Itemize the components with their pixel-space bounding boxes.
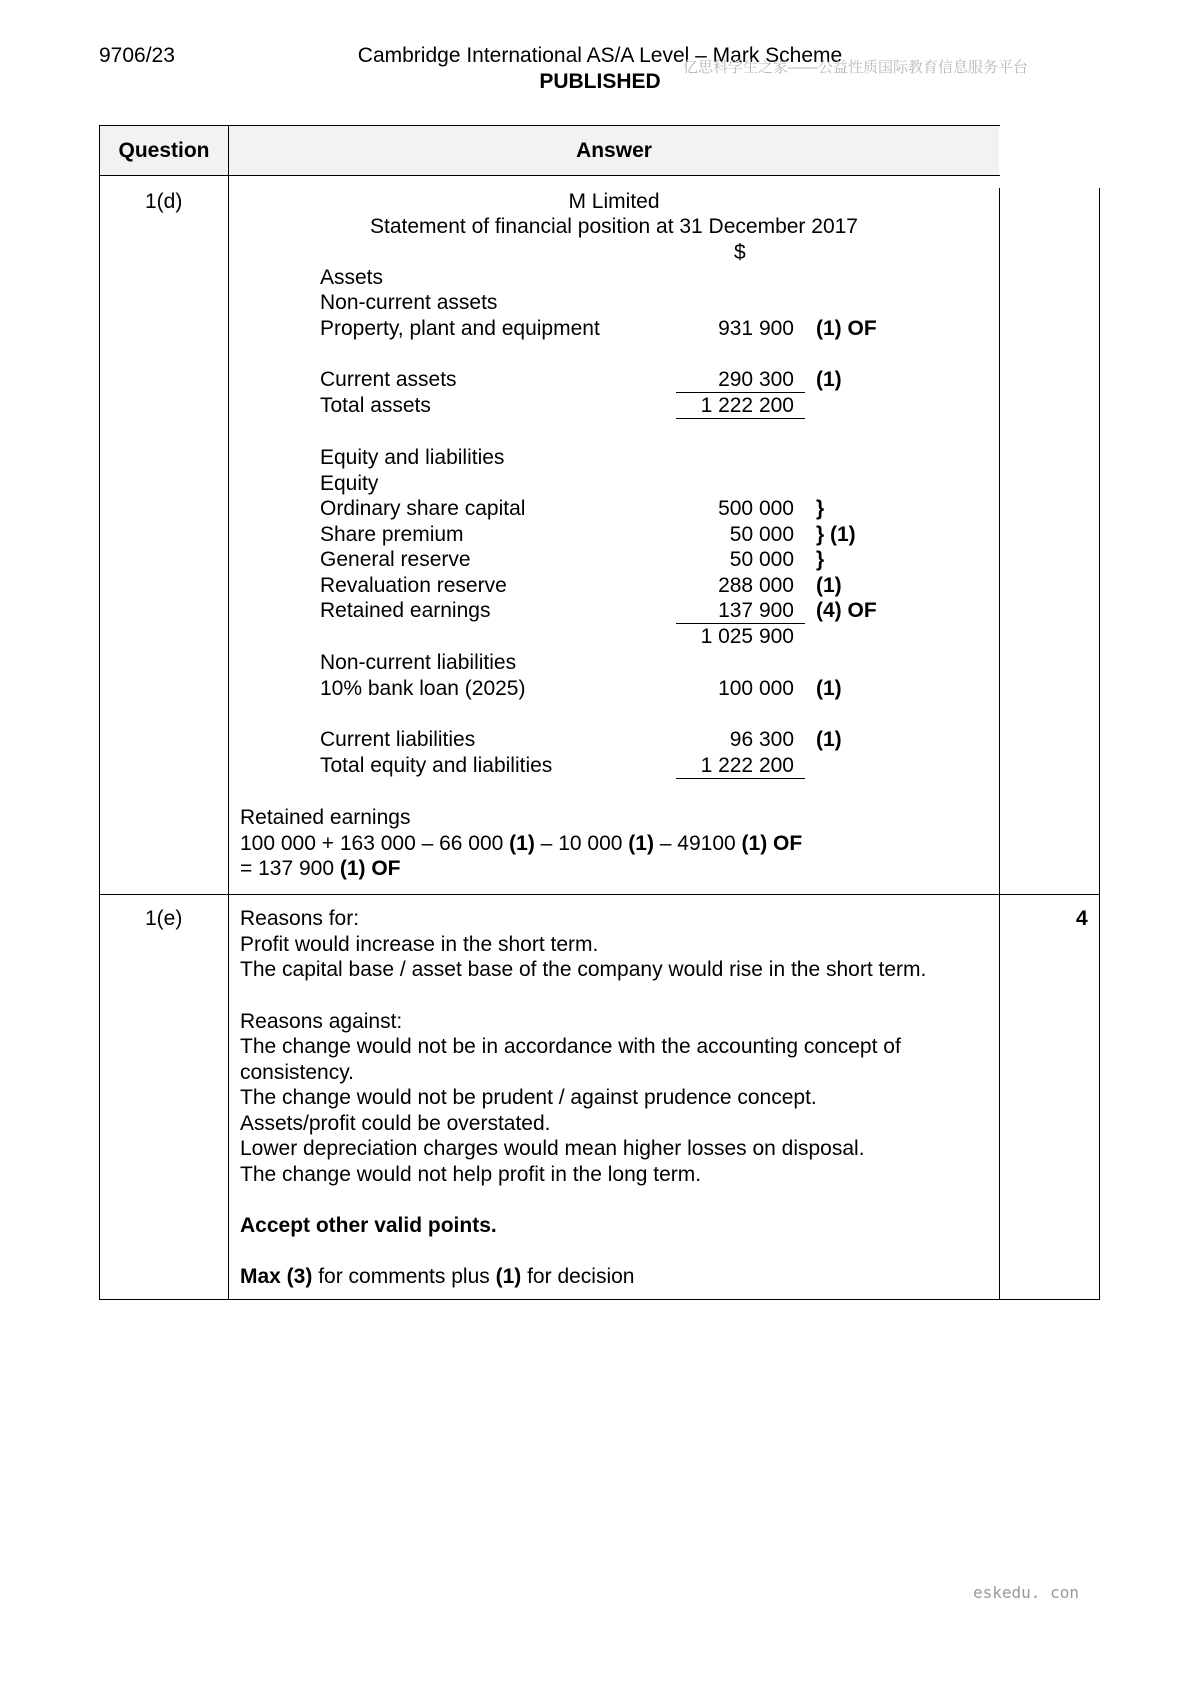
header-watermark: 亿思科学生之家——公益性质国际教育信息服务平台 bbox=[683, 59, 1029, 76]
accept-other-points: Accept other valid points. bbox=[240, 1214, 497, 1237]
underline bbox=[676, 392, 805, 393]
footer-watermark: eskedu. con bbox=[973, 1583, 1079, 1602]
answer-column-header: Answer bbox=[229, 126, 999, 175]
table-border bbox=[228, 125, 229, 1300]
reason-against-item-cont: consistency. bbox=[240, 1061, 354, 1084]
general-reserve-mark: } bbox=[816, 548, 825, 571]
table-border bbox=[99, 125, 100, 1300]
question-column-header: Question bbox=[100, 126, 228, 175]
current-assets-value: 290 300 bbox=[718, 368, 794, 391]
revaluation-reserve-value: 288 000 bbox=[718, 574, 794, 597]
max-mark: (1) bbox=[495, 1265, 522, 1288]
calc-part: – 49100 bbox=[653, 832, 742, 855]
current-assets-mark: (1) bbox=[816, 368, 842, 391]
osc-label: Ordinary share capital bbox=[320, 497, 526, 520]
underline bbox=[676, 623, 805, 624]
osc-mark: } bbox=[816, 497, 825, 520]
reason-against-item: The change would not be in accordance with the accounting concept of bbox=[240, 1035, 901, 1058]
share-premium-mark: } (1) bbox=[816, 523, 856, 546]
ppe-label: Property, plant and equipment bbox=[320, 317, 600, 340]
max-mark: Max (3) bbox=[240, 1265, 313, 1288]
underline bbox=[676, 778, 805, 779]
equity-total-value: 1 025 900 bbox=[700, 625, 794, 648]
question-number: 1(e) bbox=[145, 907, 183, 930]
underline bbox=[676, 418, 805, 419]
table-border bbox=[99, 1299, 1100, 1300]
general-reserve-label: General reserve bbox=[320, 548, 471, 571]
calc-part: 100 000 + 163 000 – 66 000 bbox=[240, 832, 510, 855]
calc-part: – 10 000 bbox=[534, 832, 629, 855]
assets-heading: Assets bbox=[320, 266, 384, 289]
noncurrent-assets-heading: Non-current assets bbox=[320, 291, 498, 314]
retained-earnings-mark: (4) OF bbox=[816, 599, 877, 622]
reason-against-item: Lower depreciation charges would mean higher losses on disposal. bbox=[240, 1137, 865, 1160]
share-premium-label: Share premium bbox=[320, 523, 464, 546]
reason-against-item: The change would not be prudent / against prudence concept. bbox=[240, 1086, 817, 1109]
reason-against-item: The change would not help profit in the long term. bbox=[240, 1163, 702, 1186]
published-label: PUBLISHED bbox=[539, 70, 661, 93]
table-border bbox=[99, 125, 1000, 126]
paper-code: 9706/23 bbox=[99, 44, 175, 67]
equity-heading: Equity bbox=[320, 472, 379, 495]
bank-loan-value: 100 000 bbox=[718, 677, 794, 700]
total-assets-value: 1 222 200 bbox=[700, 394, 794, 417]
reasons-against-heading: Reasons against: bbox=[240, 1010, 403, 1033]
noncurrent-liabilities-heading: Non-current liabilities bbox=[320, 651, 517, 674]
revaluation-reserve-label: Revaluation reserve bbox=[320, 574, 507, 597]
table-border bbox=[1099, 188, 1100, 1300]
osc-value: 500 000 bbox=[718, 497, 794, 520]
current-assets-label: Current assets bbox=[320, 368, 457, 391]
retained-earnings-calc-line bbox=[240, 832, 802, 856]
reason-for-item: The capital base / asset base of the company would rise in the short term. bbox=[240, 958, 927, 981]
ppe-value: 931 900 bbox=[718, 317, 794, 340]
calc-part: = 137 900 bbox=[240, 857, 340, 880]
reason-for-item: Profit would increase in the short term. bbox=[240, 933, 599, 956]
max-text: for comments plus bbox=[312, 1265, 496, 1288]
general-reserve-value: 50 000 bbox=[729, 548, 794, 571]
current-liabilities-mark: (1) bbox=[816, 728, 842, 751]
max-text: for decision bbox=[521, 1265, 635, 1288]
currency-symbol: $ bbox=[734, 241, 746, 264]
equity-liabilities-heading: Equity and liabilities bbox=[320, 446, 505, 469]
total-assets-label: Total assets bbox=[320, 394, 431, 417]
marks-value: 4 bbox=[1076, 907, 1088, 930]
company-name: M Limited bbox=[568, 190, 660, 213]
current-liabilities-value: 96 300 bbox=[729, 728, 794, 751]
share-premium-value: 50 000 bbox=[729, 523, 794, 546]
statement-title: Statement of financial position at 31 December 2017 bbox=[370, 215, 858, 238]
retained-earnings-value: 137 900 bbox=[718, 599, 794, 622]
retained-earnings-label: Retained earnings bbox=[320, 599, 491, 622]
current-liabilities-label: Current liabilities bbox=[320, 728, 476, 751]
total-equity-liabilities-label: Total equity and liabilities bbox=[320, 754, 553, 777]
reasons-for-heading: Reasons for: bbox=[240, 907, 360, 930]
document-title: Cambridge International AS/A Level – Mark Scheme bbox=[357, 44, 843, 67]
ppe-mark: (1) OF bbox=[816, 317, 877, 340]
max-marks-note bbox=[240, 1265, 635, 1289]
calc-mark: (1) bbox=[628, 832, 654, 855]
calc-mark: (1) OF bbox=[339, 857, 401, 880]
revaluation-reserve-mark: (1) bbox=[816, 574, 842, 597]
table-border bbox=[999, 188, 1000, 1300]
table-border bbox=[99, 894, 1100, 895]
bank-loan-mark: (1) bbox=[816, 677, 842, 700]
bank-loan-label: 10% bank loan (2025) bbox=[320, 677, 526, 700]
reason-against-item: Assets/profit could be overstated. bbox=[240, 1112, 551, 1135]
calc-mark: (1) bbox=[509, 832, 535, 855]
total-equity-liabilities-value: 1 222 200 bbox=[700, 754, 794, 777]
table-border bbox=[99, 175, 1000, 176]
question-number: 1(d) bbox=[145, 190, 183, 213]
retained-earnings-calc-result bbox=[240, 857, 401, 881]
retained-earnings-calc-heading: Retained earnings bbox=[240, 806, 411, 829]
calc-mark: (1) OF bbox=[741, 832, 803, 855]
